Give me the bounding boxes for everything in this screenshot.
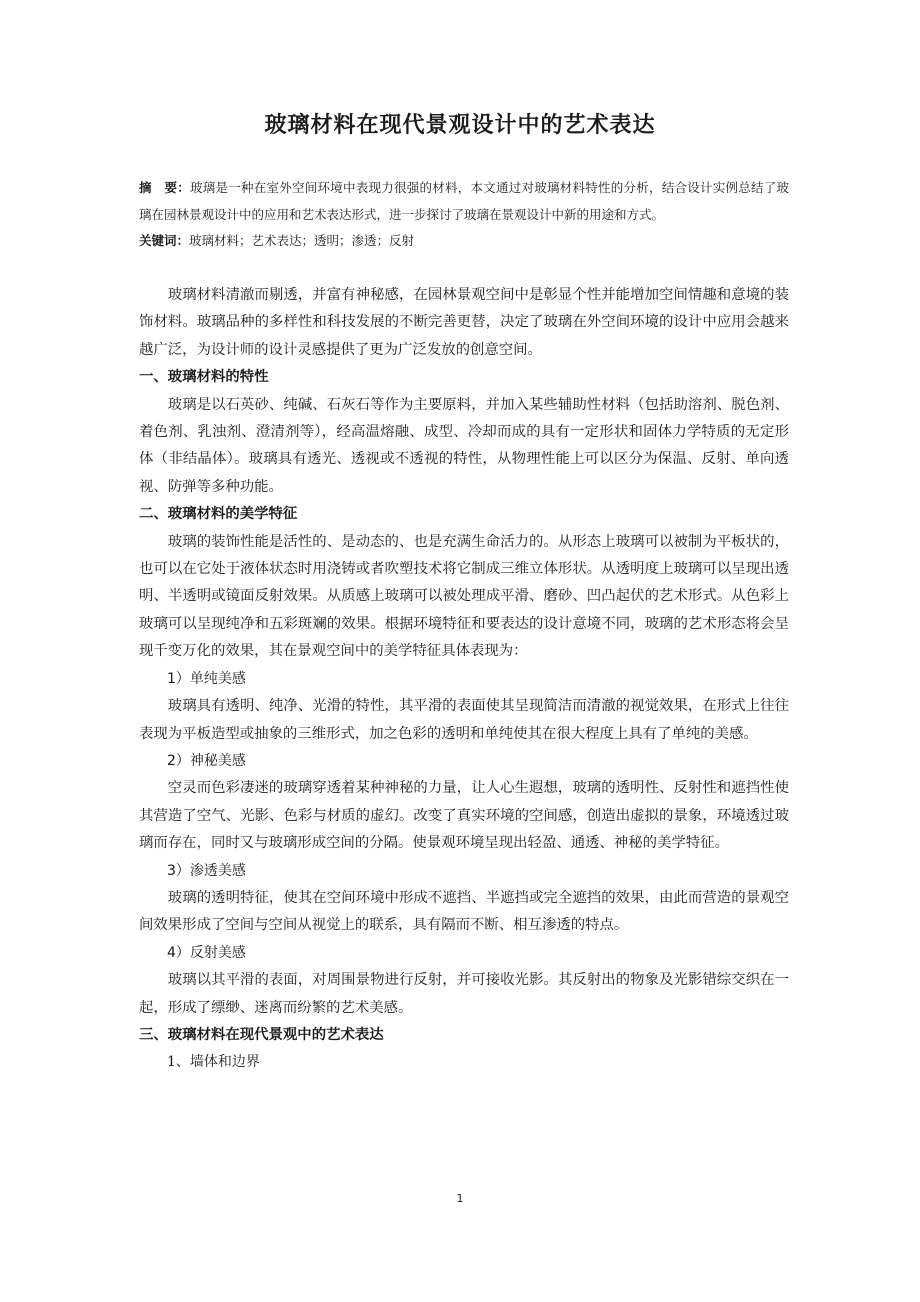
page-number: 1 <box>456 1192 464 1205</box>
paper-body <box>139 282 789 1077</box>
section-1-paragraph: 玻璃是以石英砂、纯碱、石灰石等作为主要原料，并加入某些辅助性材料（包括助溶剂、脱色剂、着色剂、乳浊剂、澄清剂等），经高温熔融、成型、冷却而成的具有一定形状和固体力学特质的无定形体（非结晶体）。玻璃具有透光、透视或不透视的特性，从物理性能上可以区分为保温、反射、单向透视、防弹等多种功能。 <box>139 396 789 495</box>
keywords <box>139 229 789 253</box>
section-1-heading: 一、玻璃材料的特性 <box>139 369 269 386</box>
subsection-label: 1）单纯美感 <box>167 670 246 687</box>
section-2-paragraph: 玻璃的装饰性能是活性的、是动态的、也是充满生命活力的。从形态上玻璃可以被制为平板状的，也可以在它处于液体状态时用浇铸或者吹塑技术将它制成三维立体形状。从透明度上玻璃可以呈现出透明、半透明或镜面反射效果。从质感上玻璃可以被处理成平滑、磨砂、凹凸起伏的艺术形式。从色彩上玻璃可以呈现纯净和五彩斑斓的效果。根据环境特征和要表达的设计意境不同，玻璃的艺术形态将会呈现千变万化的效果，其在景观空间中的美学特征具体表现为： <box>139 533 789 660</box>
abstract <box>139 174 789 228</box>
subsection-paragraph: 玻璃具有透明、纯净、光滑的特性，其平滑的表面使其呈现简洁而清澈的视觉效果，在形式上往往表现为平板造型或抽象的三维形式，加之色彩的透明和单纯使其在很大程度上具有了单纯的美感。 <box>139 698 789 742</box>
paper-title: 玻璃材料在现代景观设计中的艺术表达 <box>264 113 656 138</box>
abstract-label: 摘 要： <box>139 180 190 195</box>
subsection-label: 2）神秘美感 <box>167 752 246 769</box>
abstract-text: 玻璃是一种在室外空间环境中表现力很强的材料，本文通过对玻璃材料特性的分析，结合设计实例总结了玻璃在园林景观设计中的应用和艺术表达形式，进一步探讨了玻璃在景观设计中新的用途和方式。 <box>139 180 789 222</box>
keywords-text: 玻璃材料；艺术表达；透明；渗透；反射 <box>189 233 415 248</box>
section-2-heading: 二、玻璃材料的美学特征 <box>139 506 298 523</box>
section-3-heading: 三、玻璃材料在现代景观中的艺术表达 <box>139 1026 384 1043</box>
subsection-label: 4）反射美感 <box>167 944 246 961</box>
keywords-label: 关键词： <box>139 233 190 248</box>
intro-paragraph: 玻璃材料清澈而剔透，并富有神秘感，在园林景观空间中是彰显个性并能增加空间情趣和意境的装饰材料。玻璃品种的多样性和科技发展的不断完善更替，决定了玻璃在外空间环境的设计中应用会越来越广泛，为设计师的设计灵感提供了更为广泛发放的创意空间。 <box>139 287 789 358</box>
subsection-paragraph: 空灵而色彩凄迷的玻璃穿透着某种神秘的力量，让人心生遐想，玻璃的透明性、反射性和遮挡性使其营造了空气、光影、色彩与材质的虚幻。改变了真实环境的空间感，创造出虚拟的景象，环境透过玻璃而存在，同时又与玻璃形成空间的分隔。使景观环境呈现出轻盈、通透、神秘的美学特征。 <box>139 780 789 852</box>
section-3-subheading: 1、墙体和边界 <box>167 1054 260 1071</box>
subsection-label: 3）渗透美感 <box>167 862 246 879</box>
subsection-paragraph: 玻璃以其平滑的表面，对周围景物进行反射，并可接收光影。其反射出的物象及光影错综交织在一起，形成了缥缈、迷离而纷繁的艺术美感。 <box>139 972 789 1016</box>
subsection-paragraph: 玻璃的透明特征，使其在空间环境中形成不遮挡、半遮挡或完全遮挡的效果，由此而营造的景观空间效果形成了空间与空间从视觉上的联系，具有隔而不断、相互渗透的特点。 <box>139 889 789 934</box>
